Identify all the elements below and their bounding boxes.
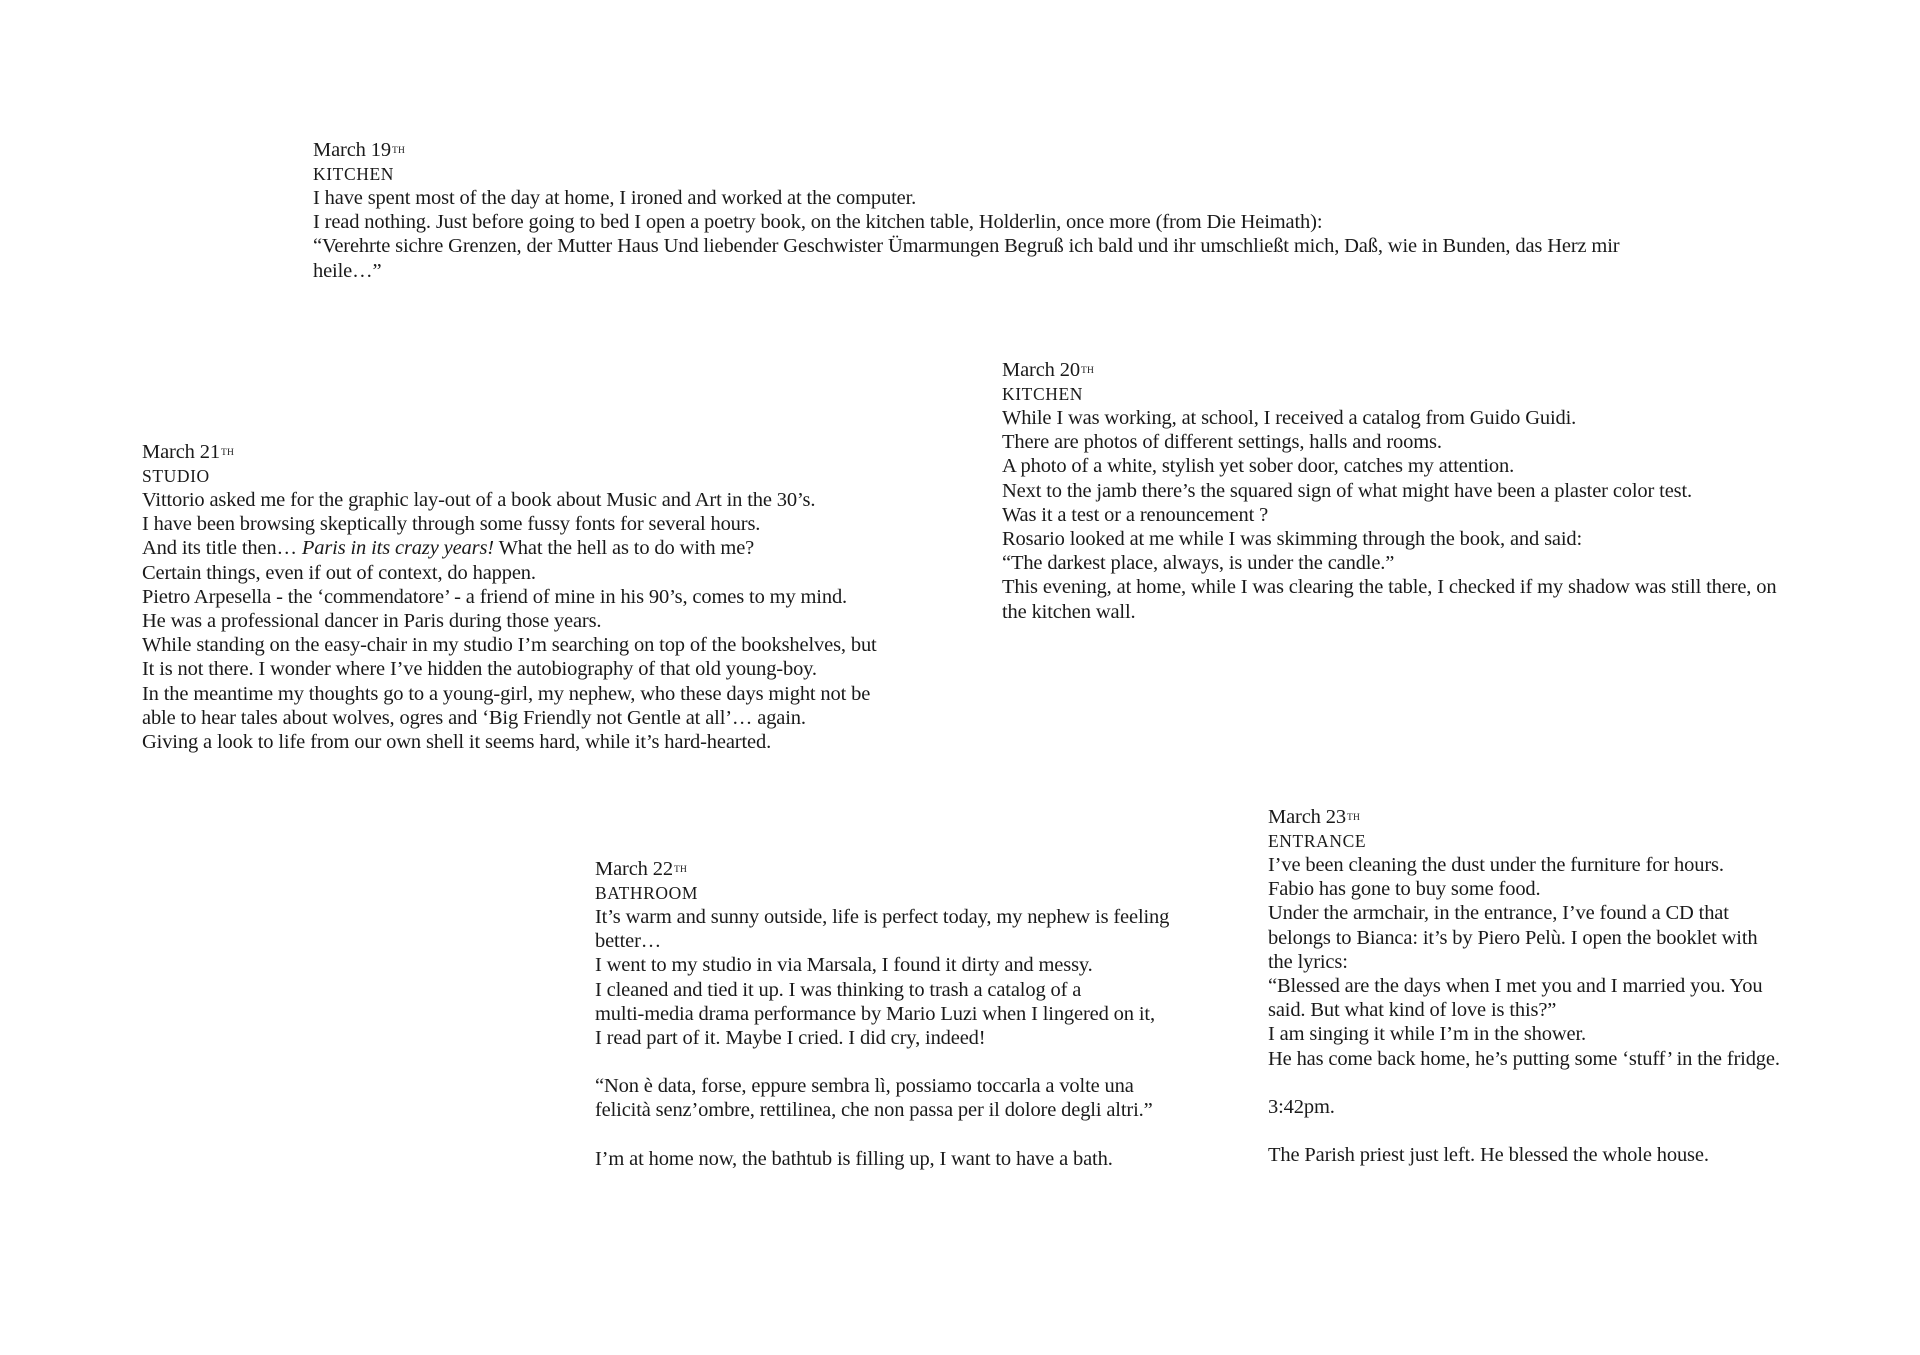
body-line: I have been browsing skeptically through some fussy fonts for several hours. — [142, 513, 761, 536]
body-line: I went to my studio in via Marsala, I found it dirty and messy. — [595, 954, 1093, 977]
entry-date: March 23TH — [1268, 806, 1361, 828]
body-line: I am singing it while I’m in the shower. — [1268, 1023, 1586, 1046]
body-line: A photo of a white, stylish yet sober door, catches my attention. — [1002, 455, 1515, 478]
date-suffix: TH — [1346, 813, 1361, 823]
body-line: the kitchen wall. — [1002, 600, 1136, 623]
body-line: There are photos of different settings, halls and rooms. — [1002, 431, 1442, 454]
body-line: I read part of it. Maybe I cried. I did cry, indeed! — [595, 1027, 986, 1050]
entry-room: STUDIO — [142, 466, 210, 486]
body-line: Vittorio asked me for the graphic lay-out of a book about Music and Art in the 30’s. — [142, 489, 816, 511]
body-line: In the meantime my thoughts go to a young-girl, my nephew, who these days might not be — [142, 682, 871, 705]
entry-room: ENTRANCE — [1268, 831, 1367, 851]
book-title: Paris in its crazy years! — [301, 537, 494, 560]
body-line: Pietro Arpesella - the ‘commendatore’ - a friend of mine in his 90’s, comes to my mind. — [142, 585, 848, 608]
line-lead: And its title then… — [142, 537, 302, 560]
body-line: “Blessed are the days when I met you and I married you. You — [1268, 975, 1763, 998]
entry-room: KITCHEN — [1002, 384, 1083, 404]
body-line: “Verehrte sichre Grenzen, der Mutter Haus Und liebender Geschwister Ümarmungen Begruß ich bald und ihr umschließt mich, Daß, wie in Bunden, das Herz mir — [313, 235, 1620, 258]
body-line: Giving a look to life from our own shell it seems hard, while it’s hard-hearted. — [142, 731, 772, 754]
body-line: While I was working, at school, I received a catalog from Guido Guidi. — [1002, 407, 1577, 429]
entry-date: March 20TH — [1002, 359, 1095, 381]
body-line: Rosario looked at me while I was skimming through the book, and said: — [1002, 528, 1583, 551]
body-line: I’m at home now, the bathtub is filling up, I want to have a bath. — [595, 1147, 1113, 1170]
body-line — [142, 536, 922, 560]
body-line: Was it a test or a renouncement ? — [1002, 503, 1269, 526]
body-line: I’ve been cleaning the dust under the furniture for hours. — [1268, 854, 1724, 876]
body-line: It’s warm and sunny outside, life is perfect today, my nephew is feeling — [595, 906, 1170, 928]
body-line: the lyrics: — [1268, 950, 1348, 973]
entry-body — [1268, 853, 1888, 1167]
body-line: “Non è data, forse, eppure sembra lì, possiamo toccarla a volte una — [595, 1075, 1134, 1098]
body-line: “The darkest place, always, is under the candle.” — [1002, 552, 1395, 575]
paragraph-gap — [595, 1050, 1195, 1074]
entry-body — [1002, 406, 1822, 624]
entry-body — [142, 488, 922, 754]
body-line: I cleaned and tied it up. I was thinking to trash a catalog of a — [595, 978, 1082, 1001]
body-line: It is not there. I wonder where I’ve hidden the autobiography of that old young-boy. — [142, 658, 817, 681]
body-line: He was a professional dancer in Paris during those years. — [142, 610, 602, 633]
diary-entry-march-23 — [1268, 805, 1888, 1167]
diary-entry-march-21 — [142, 440, 922, 754]
date-suffix: TH — [673, 865, 688, 875]
body-line: belongs to Bianca: it’s by Piero Pelù. I open the booklet with — [1268, 926, 1758, 949]
line-tail: What the hell as to do with me? — [493, 537, 755, 560]
body-line: Next to the jamb there’s the squared sign of what might have been a plaster color test. — [1002, 479, 1693, 502]
body-line: better… — [595, 930, 662, 953]
body-line: heile…” — [313, 259, 382, 282]
paragraph-gap — [595, 1123, 1195, 1147]
entry-body — [313, 186, 1713, 283]
body-line: 3:42pm. — [1268, 1095, 1335, 1118]
body-line: Fabio has gone to buy some food. — [1268, 878, 1541, 901]
body-line: This evening, at home, while I was clearing the table, I checked if my shadow was still there, on — [1002, 576, 1777, 599]
entry-room: BATHROOM — [595, 883, 699, 903]
body-line: He has come back home, he’s putting some ‘stuff’ in the fridge. — [1268, 1047, 1780, 1070]
entry-body — [595, 905, 1195, 1171]
date-suffix: TH — [220, 448, 235, 458]
body-line: said. But what kind of love is this?” — [1268, 999, 1557, 1022]
body-line: Under the armchair, in the entrance, I’ve found a CD that — [1268, 902, 1729, 925]
entry-date: March 21TH — [142, 441, 235, 463]
paragraph-gap — [1268, 1071, 1888, 1095]
diary-entry-march-20 — [1002, 358, 1822, 624]
entry-date: March 19TH — [313, 139, 406, 161]
body-line: The Parish priest just left. He blessed the whole house. — [1268, 1144, 1709, 1167]
diary-entry-march-22 — [595, 857, 1195, 1171]
diary-entry-march-19 — [313, 138, 1713, 283]
body-line: I read nothing. Just before going to bed I open a poetry book, on the kitchen table, Holderlin, once more (from Die Heimath): — [313, 211, 1323, 234]
entry-room: KITCHEN — [313, 164, 394, 184]
date-suffix: TH — [1080, 366, 1095, 376]
body-line: able to hear tales about wolves, ogres and ‘Big Friendly not Gentle at all’… again. — [142, 706, 806, 729]
paragraph-gap — [1268, 1119, 1888, 1143]
body-line: While standing on the easy-chair in my studio I’m searching on top of the bookshelves, but — [142, 634, 877, 657]
body-line: Certain things, even if out of context, do happen. — [142, 561, 536, 584]
body-line: multi-media drama performance by Mario Luzi when I lingered on it, — [595, 1002, 1155, 1025]
date-suffix: TH — [391, 146, 406, 156]
body-line: I have spent most of the day at home, I ironed and worked at the computer. — [313, 187, 917, 209]
entry-date: March 22TH — [595, 858, 688, 880]
body-line: felicità senz’ombre, rettilinea, che non passa per il dolore degli altri.” — [595, 1099, 1153, 1122]
